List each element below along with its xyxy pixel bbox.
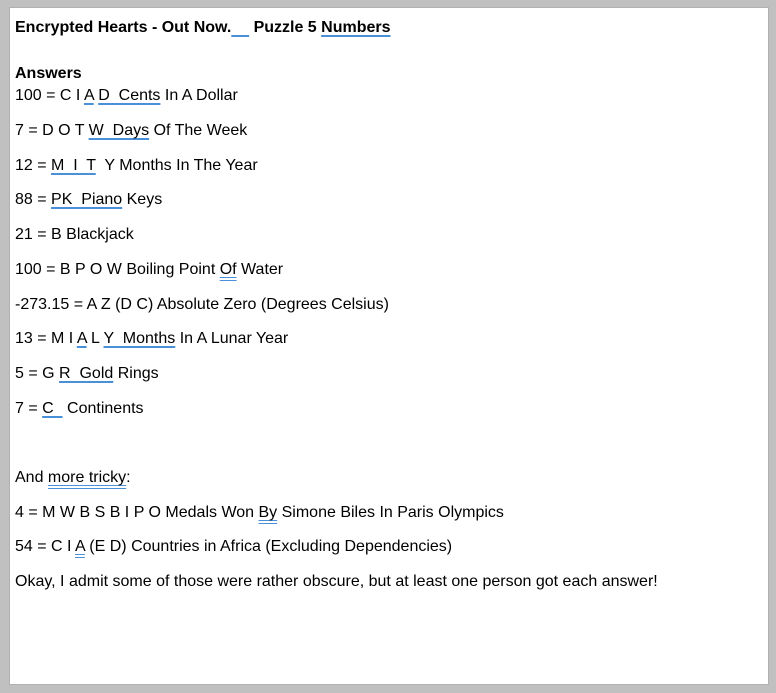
- answer-line: 7 = D O T W Days Of The Week: [15, 122, 248, 139]
- answer-line: 5 = G R Gold Rings: [15, 365, 159, 382]
- header-gap: [231, 19, 249, 36]
- answer-line: 100 = B P O W Boiling Point Of Water: [15, 261, 284, 278]
- header-title: Encrypted Hearts - Out Now.: [15, 19, 232, 36]
- answer-line: 100 = C I A D Cents In A Dollar: [15, 87, 238, 104]
- answer-line: 7 = C Continents: [15, 400, 144, 417]
- document-page[interactable]: [10, 8, 768, 684]
- tricky-heading: And more tricky:: [15, 469, 131, 486]
- answer-line: -273.15 = A Z (D C) Absolute Zero (Degrees Celsius): [15, 296, 389, 313]
- tricky-line: 54 = C I A (E D) Countries in Africa (Excluding Dependencies): [15, 538, 453, 555]
- answer-line: 88 = PK Piano Keys: [15, 191, 163, 208]
- closing-line: Okay, I admit some of those were rather obscure, but at least one person got each answer!: [15, 573, 658, 590]
- header-numbers: Numbers: [321, 19, 391, 36]
- header-line: [15, 18, 391, 38]
- answer-line: 13 = M I A L Y Months In A Lunar Year: [15, 330, 289, 347]
- header-puzzle: Puzzle 5: [253, 19, 317, 36]
- answers-heading: Answers: [15, 65, 82, 82]
- tricky-line: 4 = M W B S B I P O Medals Won By Simone Biles In Paris Olympics: [15, 504, 504, 521]
- answer-line: 12 = M I T Y Months In The Year: [15, 157, 258, 174]
- answer-line: 21 = B Blackjack: [15, 226, 134, 243]
